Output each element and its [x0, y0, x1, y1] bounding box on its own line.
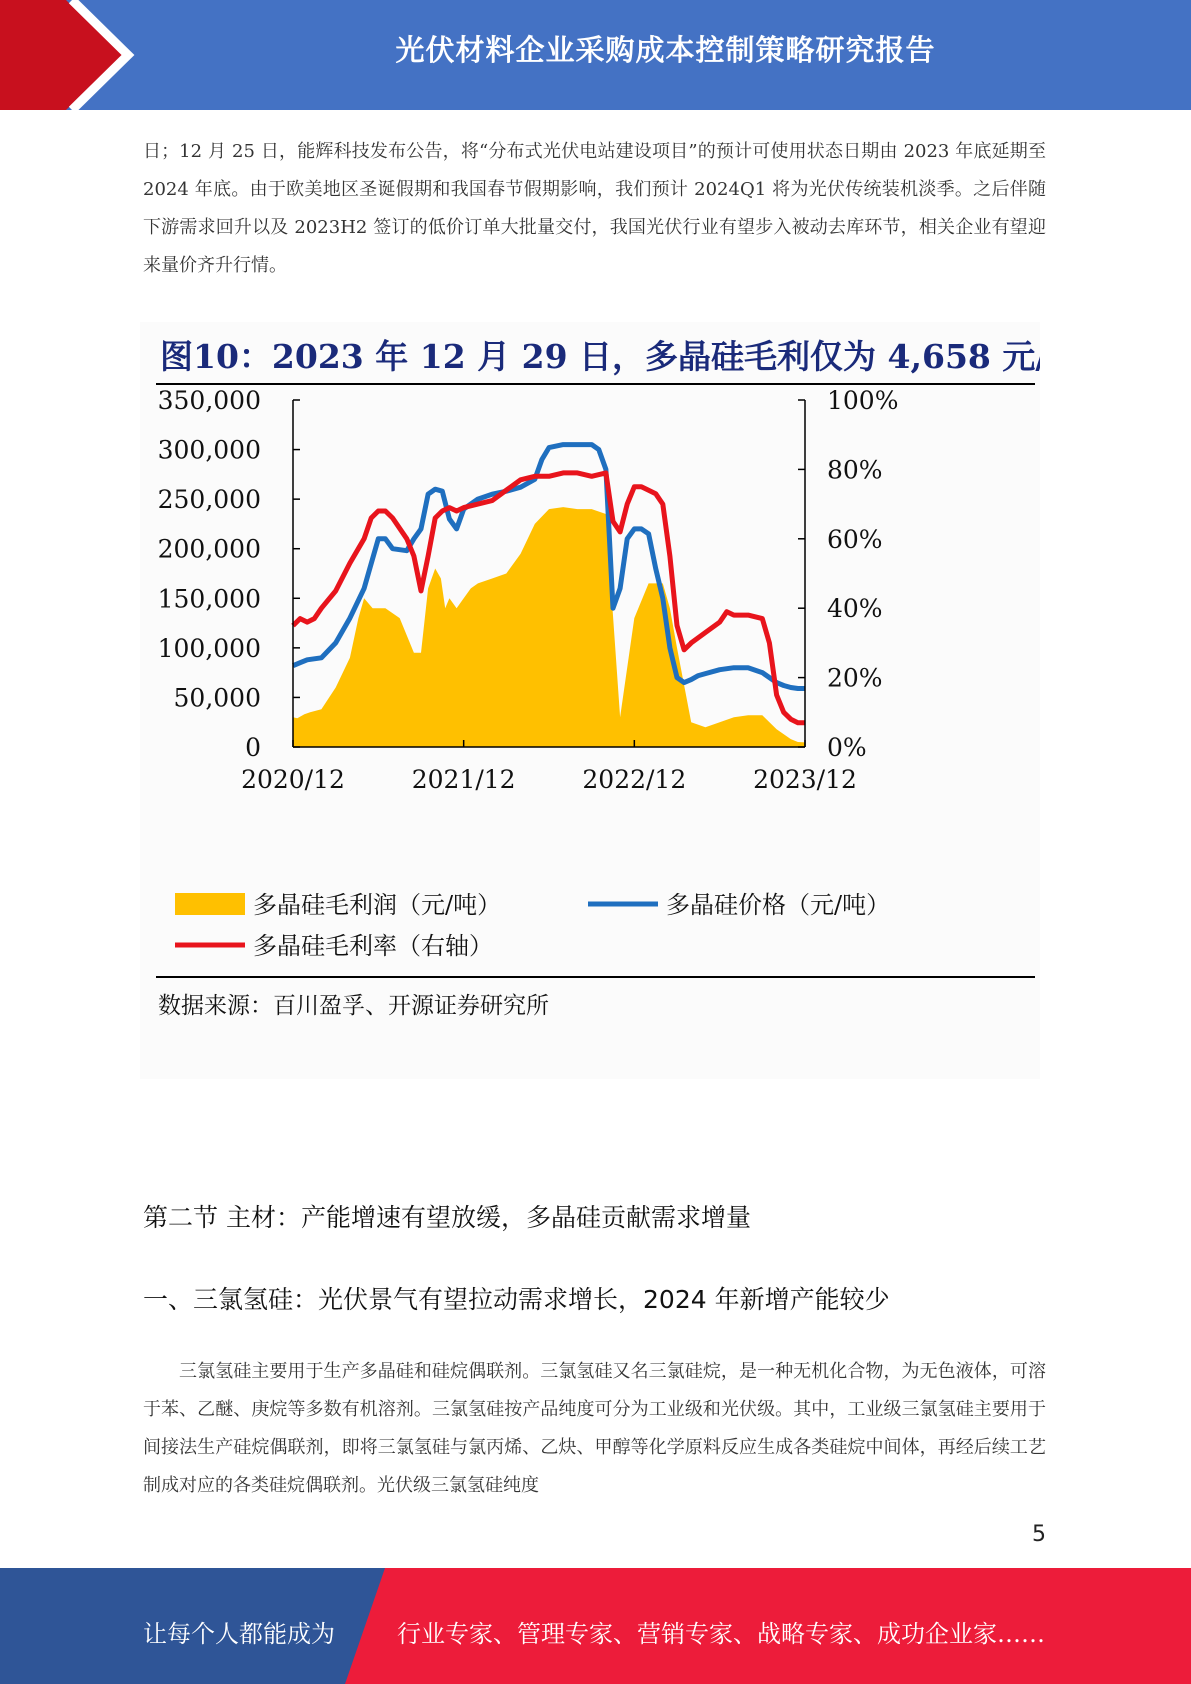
right-tick-label: 20% — [827, 663, 883, 693]
section-title: 第二节 主材：产能增速有望放缓，多晶硅贡献需求增量 — [143, 1203, 751, 1232]
legend-label-margin: 多晶硅毛利率（右轴） — [253, 932, 493, 960]
x-tick-label: 2022/12 — [582, 765, 687, 794]
header-arrow-icon — [0, 0, 160, 110]
left-tick-label: 100,000 — [157, 633, 261, 663]
right-tick-label: 0% — [827, 733, 867, 762]
footer-slogan-right: 行业专家、管理专家、营销专家、战略专家、成功企业家…… — [397, 1620, 1045, 1648]
page-header — [0, 0, 1191, 110]
intro-paragraph: 日；12 月 25 日，能辉科技发布公告，将“分布式光伏电站建设项目”的预计可使用状态日期由 2023 年底延期至 2024 年底。由于欧美地区圣诞假期和我国春节假期影响，我们预计 2024Q1 将为光伏传统装机淡季。之后伴随下游需求回升以及 2023H2 签订的低价订单大批量交付，我国光伏行业有望步入被动去库环节，相关企业有望迎来量价齐升行情。 — [143, 141, 1046, 276]
legend-label-profit: 多晶硅毛利润（元/吨） — [253, 891, 502, 919]
plot-area — [158, 386, 899, 794]
right-tick-label: 80% — [827, 455, 883, 485]
footer-slogan-left: 让每个人都能成为 — [143, 1620, 335, 1648]
right-tick-label: 100% — [827, 386, 899, 415]
right-tick-label: 60% — [827, 524, 883, 554]
profit-chart — [140, 322, 1040, 1079]
figure-10 — [140, 322, 1040, 1079]
left-tick-label: 0 — [245, 733, 261, 762]
x-tick-label: 2020/12 — [241, 765, 345, 794]
series-area-profit — [293, 507, 805, 747]
figure-source: 数据来源：百川盈孚、开源证券研究所 — [158, 993, 549, 1019]
left-tick-label: 300,000 — [157, 435, 261, 465]
body-paragraph: 三氯氢硅主要用于生产多晶硅和硅烷偶联剂。三氯氢硅又名三氯硅烷，是一种无机化合物，为无色液体，可溶于苯、乙醚、庚烷等多数有机溶剂。三氯氢硅按产品纯度可分为工业级和光伏级。其中，工业级三氯氢硅主要用于间接法生产硅烷偶联剂，即将三氯氢硅与氯丙烯、乙炔、甲醇等化学原料反应生成各类硅烷中间体，再经后续工艺制成对应的各类硅烷偶联剂。光伏级三氯氢硅纯度 — [143, 1361, 1046, 1496]
left-tick-label: 200,000 — [157, 534, 261, 564]
figure-title: 图10：2023 年 12 月 29 日，多晶硅毛利仅为 4,658 元/吨 — [160, 337, 1040, 376]
x-tick-label: 2021/12 — [411, 765, 516, 794]
legend-swatch-profit — [175, 893, 245, 915]
left-tick-label: 150,000 — [157, 584, 261, 614]
left-tick-label: 250,000 — [157, 485, 261, 515]
page-footer — [0, 1568, 1191, 1684]
right-tick-label: 40% — [827, 594, 883, 624]
legend-label-price: 多晶硅价格（元/吨） — [666, 891, 891, 919]
left-tick-label: 50,000 — [173, 683, 261, 713]
subsection-title: 一、三氯氢硅：光伏景气有望拉动需求增长，2024 年新增产能较少 — [143, 1285, 890, 1314]
chart-legend — [175, 891, 890, 960]
report-title: 光伏材料企业采购成本控制策略研究报告 — [395, 33, 936, 67]
page-number: 5 — [1032, 1522, 1046, 1547]
x-tick-label: 2023/12 — [753, 765, 857, 794]
left-tick-label: 350,000 — [157, 386, 261, 415]
